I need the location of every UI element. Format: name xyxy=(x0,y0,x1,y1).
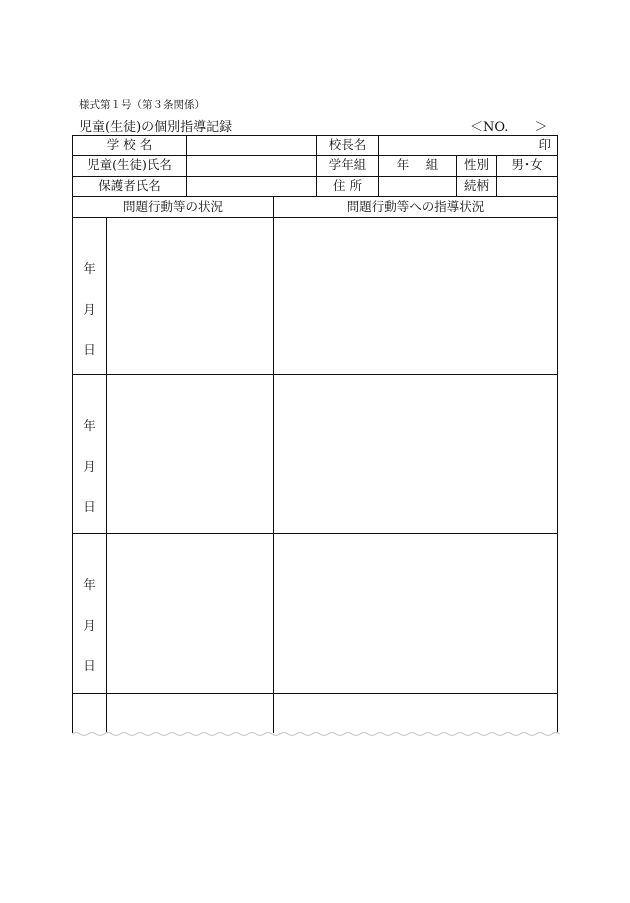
date-day-char: 日 xyxy=(83,658,96,673)
date-day-char: 日 xyxy=(83,342,96,357)
date-year-char: 年 xyxy=(83,418,96,433)
row-divider xyxy=(72,196,558,197)
grade-class-label: 学年組 xyxy=(328,157,367,172)
relationship-label: 続柄 xyxy=(463,178,489,193)
row-divider xyxy=(72,374,558,375)
address-label: 住 所 xyxy=(333,178,362,193)
col-divider xyxy=(186,135,187,197)
torn-page-edge xyxy=(72,731,560,739)
col-divider xyxy=(273,196,274,733)
date-col-divider xyxy=(106,217,107,733)
date-year-char: 年 xyxy=(83,577,96,592)
date-month-char: 月 xyxy=(83,618,96,633)
seal-mark: 印 xyxy=(538,137,551,152)
grade-class-value: 年 組 xyxy=(396,157,439,172)
date-year-char: 年 xyxy=(83,261,96,276)
gender-value: 男･女 xyxy=(511,157,543,172)
row-divider xyxy=(72,533,558,534)
gender-label: 性別 xyxy=(463,157,489,172)
record-number: ＜NO. ＞ xyxy=(470,120,548,135)
form-label: 様式第１号（第３条関係） xyxy=(79,99,205,111)
principal-name-label: 校長名 xyxy=(328,137,367,152)
row-divider xyxy=(72,217,558,218)
guardian-name-label: 保護者氏名 xyxy=(98,178,161,193)
date-month-char: 月 xyxy=(83,459,96,474)
school-name-label: 学 校 名 xyxy=(106,137,153,152)
behavior-column-header: 問題行動等の状況 xyxy=(122,199,223,214)
student-name-label: 児童(生徒)氏名 xyxy=(87,157,172,172)
row-divider xyxy=(72,693,558,694)
date-month-char: 月 xyxy=(83,302,96,317)
table-border-left xyxy=(72,135,73,733)
guidance-column-header: 問題行動等への指導状況 xyxy=(346,199,485,214)
document-title: 児童(生徒)の個別指導記録 xyxy=(79,120,233,135)
date-day-char: 日 xyxy=(83,499,96,514)
table-border-right xyxy=(557,135,558,733)
